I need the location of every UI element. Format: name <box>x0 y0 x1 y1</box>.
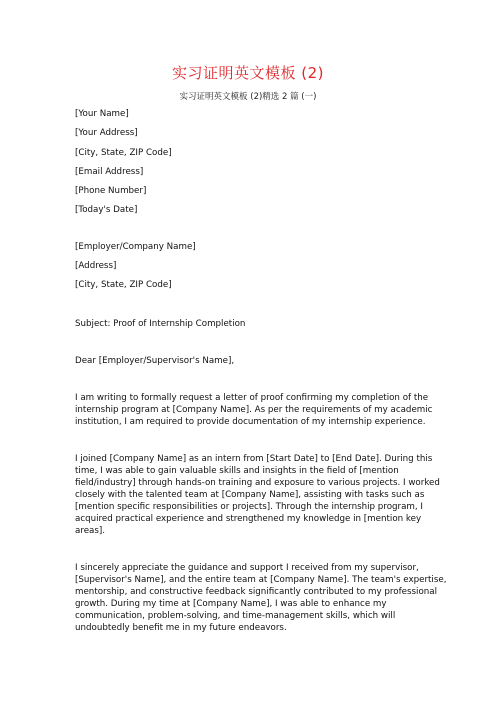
document-subtitle: 实习证明英文模板 (2)精选 2 篇 (一) <box>179 92 317 102</box>
paragraph-line: communication, problem-solving, and time-management skills, which will <box>75 610 396 621</box>
sender-city: [City, State, ZIP Code] <box>75 147 172 158</box>
paragraph-line: institution, I am required to provide documentation of my internship experience. <box>75 416 426 427</box>
sender-email: [Email Address] <box>75 166 144 177</box>
paragraph-line: areas]. <box>75 525 106 536</box>
paragraph-line: closely with the talented team at [Company Name], assisting with tasks such as <box>75 489 425 500</box>
recipient-city: [City, State, ZIP Code] <box>75 280 172 291</box>
document-title: 实习证明英文模板 (2) <box>171 64 325 82</box>
paragraph-2 <box>75 453 440 537</box>
paragraph-line: field/industry] through hands-on training and exposure to various projects. I worked <box>75 477 440 488</box>
sender-phone: [Phone Number] <box>75 186 147 197</box>
letter-body <box>75 108 447 634</box>
sender-date: [Today's Date] <box>75 205 138 216</box>
sender-name: [Your Name] <box>75 109 129 119</box>
subject-line: Subject: Proof of Internship Completion <box>75 318 246 329</box>
salutation: Dear [Employer/Supervisor's Name], <box>75 355 235 366</box>
paragraph-1 <box>75 392 433 428</box>
paragraph-line: internship program at [Company Name]. As per the requirements of my academic <box>75 404 433 415</box>
paragraph-line: [mention specific responsibilities or projects]. Through the internship program, I <box>75 501 423 512</box>
paragraph-line: [Supervisor's Name], and the entire team at [Company Name]. The team's expertise, <box>75 574 447 585</box>
paragraph-line: acquired practical experience and strengthened my knowledge in [mention key <box>75 513 422 524</box>
paragraph-3 <box>75 562 447 634</box>
paragraph-line: time, I was able to gain valuable skills and insights in the field of [mention <box>75 465 399 476</box>
recipient-block <box>75 241 435 292</box>
paragraph-line: growth. During my time at [Company Name], I was able to enhance my <box>75 598 387 609</box>
recipient-address: [Address] <box>75 261 117 272</box>
paragraph-line: undoubtedly benefit me in my future endeavors. <box>75 622 287 633</box>
paragraph-line: I sincerely appreciate the guidance and support I received from my supervisor, <box>75 562 419 573</box>
sender-address: [Your Address] <box>75 128 138 139</box>
sender-block <box>75 108 435 216</box>
paragraph-line: mentorship, and constructive feedback significantly contributed to my professional <box>75 586 438 597</box>
paragraph-line: I am writing to formally request a letter of proof confirming my completion of the <box>75 392 429 403</box>
paragraph-line: I joined [Company Name] as an intern from [Start Date] to [End Date]. During this <box>75 453 433 464</box>
recipient-company: [Employer/Company Name] <box>75 241 196 252</box>
